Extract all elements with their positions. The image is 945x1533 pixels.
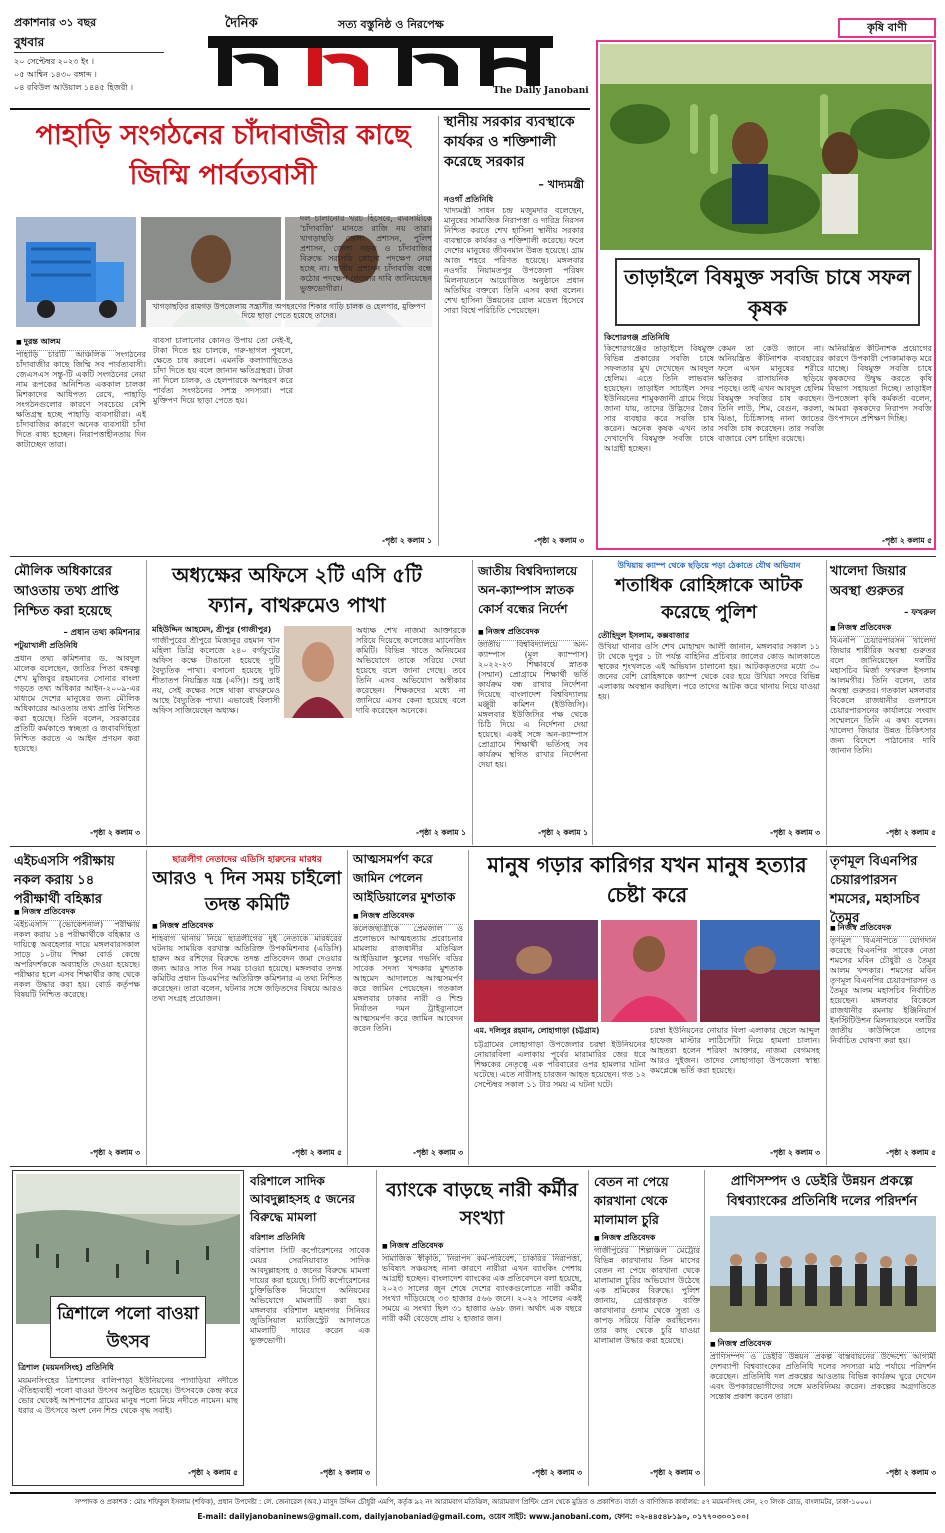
livestock-continued[interactable]: -পৃষ্ঠা ২ কলাম ৩ <box>885 1468 936 1477</box>
haroon-kicker: ছাত্রলীগ নেতাদের এডিসি হারুনের মারধর <box>172 855 322 865</box>
bank-byline: ■ নিজস্ব প্রতিবেদক <box>382 1240 582 1255</box>
killer-continued[interactable]: -পৃষ্ঠা ২ কলাম ৩ <box>769 1148 820 1157</box>
rights-headline[interactable]: মৌলিক অধিকারের আওতায় তথ্য প্রাপ্তি নিশ্চিত করা হয়েছে <box>14 564 119 619</box>
tmc-continued[interactable]: -পৃষ্ঠা ২ কলাম ৫ <box>885 1148 936 1157</box>
agri-byline: কিশোরগঞ্জ প্রতিনিধি <box>604 333 670 342</box>
hsc-byline: ■ নিজস্ব প্রতিবেদক <box>14 906 140 921</box>
khaleda-continued[interactable]: -পৃষ্ঠা ২ কলাম ৫ <box>885 828 936 837</box>
khaleda-body: বিএনপি চেয়ারপারসন খালেদা জিয়ার শারীরিক অবস্থা গুরুতর বলে জানিয়েছেন দলটির মহাসচিব মির্জা ফখরুল ইসলাম আলমগীর। তিনি বলেন, তার অবস্থা গুরুতর। গতকাল মঙ্গলবার বিকেলে রাজধানীর গুলশানে চেয়ারপারসনের কার্যালয়ে সংবাদ সম্মেলনে তিনি এ কথা বলেন। খালেদা জিয়ার উন্নত চিকিৎসার জন্য বিদেশে পাঠানোর দাবি জানান তিনি। <box>830 636 936 755</box>
year-label: প্রকাশনার ৩১ বছর <box>14 16 97 29</box>
local-gov-attribution: – খাদ্যমন্ত্রী <box>538 178 584 191</box>
newspaper-logo[interactable] <box>208 26 553 92</box>
trishal-headline[interactable]: ত্রিশালে পলো বাওয়া উৎসব <box>50 1296 206 1358</box>
haroon-headline[interactable]: আরও ৭ দিন সময় চাইলো তদন্ত কমিটি <box>152 868 342 915</box>
khaleda-byline: ■ নিজস্ব প্রতিবেদক <box>830 622 936 637</box>
rohingya-headline[interactable]: শতাধিক রোহিঙ্গাকে আটক করেছে পুলিশ <box>615 575 803 623</box>
lead-continued[interactable]: -পৃষ্ঠা ২ কলাম ১ <box>381 536 432 545</box>
lead-photo-caption: খাগড়াছড়ির রামগড় উপজেলায় সন্ত্রাসীর অপহরণের শিকার গাড়ি চালক ও হেলপার, মুক্তিপণ দিয়ে ছাড়া পেতে হয়েছে তাদের। <box>146 300 432 330</box>
bank-headline[interactable]: ব্যাংকে বাড়ছে নারী কর্মীর সংখ্যা <box>386 1179 578 1229</box>
agri-body-col-2: কেমন তা কেউ জানে না। অনিয়ন্ত্রিত কীটনাশক ব্যবহারের ফলে এখন মানুষের শরীরে ক্ষতিকর রাসায়নিক ছড়িয়ে পড়ছে। তাই এখন আবদুল হেলিম বিষমুক্ত সবজির চাষ করছেন। তিনি লাউ, শিম, বেগুন, করলা, ঝিঙা, চিচিঙ্গাসহ নানা জাতের সবজি চাষ করেছেন। তার সবজি বাজারে বেশ চাহিদা রয়েছে। <box>718 344 824 443</box>
hsc-headline[interactable]: এইচএসসি পরীক্ষায় নকল করায় ১৪ পরীক্ষার্থী বহিষ্কার <box>14 854 115 907</box>
university-headline[interactable]: জাতীয় বিশ্ববিদ্যালয়ে অন-ক্যাম্পাস স্নাতক কোর্স বন্ধের নির্দেশ <box>478 564 578 616</box>
livestock-photo-delegation <box>710 1216 936 1332</box>
section-tag: কৃষি বাণী <box>838 18 936 38</box>
surrender-body: কলেজছাত্রীকে প্রেমজাল ও প্রলোভনে আত্মহত্যায় প্ররোচনার মামলায় রাজধানীর মতিঝিল আইডিয়াল স্কুলের গভর্নিং বডির সাবেক সদস্য খন্দকার মুশতাক আহমেদ আদালতে আত্মসমর্পণ করে জামিন পেয়েছেন। গতকাল মঙ্গলবার ঢাকার নারী ও শিশু নির্যাতন দমন ট্রাইব্যুনালে আত্মসমর্পণ করে জামিন আবেদন করেন তিনি। <box>353 924 463 1033</box>
local-gov-headline[interactable]: স্থানীয় সরকার ব্যবস্থাকে কার্যকর ও শক্তিশালী করেছে সরকার <box>444 114 575 170</box>
killer-headline[interactable]: মানুষ গড়ার কারিগর যখন মানুষ হত্যার চেষ্টা করে <box>487 853 807 907</box>
tmc-byline: ■ নিজস্ব প্রতিবেদক <box>830 922 936 937</box>
lead-body-col-1: পাহাড়ি চারটি আঞ্চলিক সংগঠনের চাঁদাবাজীর কাছে জিম্মি সব পার্বত্যবাসী। জেএসএস সন্তু-টি একটি সংগঠনের নেয়া নাম রূপকের অনিশ্চিত এককাল চালকা মিশকাদের আধিপত্য রেখে, পাহাড়ি সংগঠনগুলোর কারণে সবচেয়ে বেশি ক্ষতিগ্রস্থ হচ্ছে পাহাড়ি ব্যবসায়ীরা। এই চাঁদাবাজির কারণে অনেক ব্যবসায়ী চাঁদা দিতে বাধ্য হচ্ছেন। নিরাপত্তাহীনতায় দিন কাটাচ্ছেন তারা। <box>16 350 146 449</box>
trishal-body: ময়মনসিংহের ত্রিশালের বালিপাড়া ইউনিয়নের পাগাড়িয়া নদীতে ঐতিহ্যবাহী পলো বাওয়া উৎসব অনুষ্ঠিত হয়েছে। উৎসবকে কেন্দ্র করে ভোর থেকেই আশপাশের গ্রামের মানুষ পলো নিয়ে নদীতে নামেন। মাছ ধরার এ উৎসবে অংশ নেন শিশু থেকে বৃদ্ধ সবাই। <box>18 1376 238 1415</box>
english-name: The Daily Janobani <box>493 86 589 96</box>
surrender-byline: ■ নিজস্ব প্রতিবেদক <box>353 910 463 925</box>
rohingya-byline: তৌহিদুল ইসলাম, কক্সবাজার <box>598 631 690 640</box>
salary-byline: ■ নিজস্ব প্রতিবেদক <box>594 1232 700 1247</box>
weekday: বুধবার <box>14 35 45 49</box>
haroon-continued[interactable]: -পৃষ্ঠা ২ কলাম ৫ <box>291 1148 342 1157</box>
local-gov-continued[interactable]: -পৃষ্ঠা ২ কলাম ৩ <box>533 536 584 545</box>
date-english: ২০ সেপ্টেম্বর ২০২৩ ইং । <box>14 57 94 66</box>
rights-continued[interactable]: -পৃষ্ঠা ২ কলাম ৩ <box>89 828 140 837</box>
principal-body-col-2: অধ্যক্ষ শেখ নাজমা আক্তারকে সরিয়ে দিয়েছে কলেজের ম্যানেজিং কমিটি। বিভিন্ন খাতে অনিয়মের অভিযোগে তাকে সরিয়ে দেয়া হয়েছে বলে জানা গেছে। তবে তিনি এসব অভিযোগ অস্বীকার করেছেন। শিক্ষকদের মধ্যে না জানিয়ে এসব কেনা হয়েছে বলে দাবি করেছেন অনেকে। <box>356 626 466 715</box>
footer-contact: E-mail: dailyjanobaninews@gmail.com, dailyjanobaniad@gmail.com, ওয়েব সাইট: www.janobani.com, ফোন: ০২-৪৪৫৪৮১৯০, ০১৭৭০৩০০১০০। <box>197 1512 749 1521</box>
agri-body-col-1: কিশোরগঞ্জের তাড়াইলে বিষমুক্ত বিভিন্ন প্রকারের সবজি চাষে সফলতার মুখ দেখেছেন আবদুল হেলিম। এতে তিনি লাভবান হয়েছেন। তাড়াইল সাচাইল সদর ইউনিয়নের শামুকজানী গ্রামে গিয়ে জানা যায়, তাদের উদ্ভিদের জৈব সার ব্যবহার করে সবজি চাষ করেন। অনেক কৃষক এখন তার দেখাদেখি বিষমুক্ত সবজি চাষে আগ্রহী হচ্ছেন। <box>604 344 714 453</box>
rohingya-body: উখিয়া থানার ওসি শেখ মোহাম্মদ আলী জানান, মঙ্গলবার সকাল ১১ টা থেকে দুপুর ১ টা পর্যন্ত বাহিনির প্রচিবার জালের কোড আলকাতে স্থাকের শৃংখলতে এই অভিযান চালানো হয়। আটককৃতদের মধ্যে ৩০ জনের বেশি রোহিঙ্গাকে ক্যাম্প থেকে বের হয়ে উখিয়া সদরে বিভিন্ন এলাকায় অবস্থান করছিল। পরে তাদের আটক করে থানায় নিয়ে যাওয়া হয়। <box>598 642 820 701</box>
tmc-body: তৃণমূল বিএনপিতে যোগদান করেছে বিএনপির সাবেক নেতা শমসের মবিন চৌধুরী ও তৈমূর আলম খন্দকার। শমসের মবিন তৃণমূল বিএনপির চেয়ারপারসন ও তৈমূর আলম মহাসচিব নির্বাচিত হয়েছেন। মঙ্গলবার বিকেলে রাজধানীর রমনায় ইঞ্জিনিয়ার্স ইনস্টিটিউশন মিলনায়তনে দলটির জাতীয় কাউন্সিলে তাদের নির্বাচিত ঘোষণা করা হয়। <box>830 936 936 1045</box>
hsc-body: এইচএসসি (ভোকেশনাল) পরীক্ষায় নকল করায় ১৪ পরীক্ষার্থীকে বহিষ্কার ও দায়িত্বে অবহেলার দায়ে মঙ্গলবারসকাল সাড়ে ১০টায় শিক্ষা বোর্ড কেন্দ্রে অপরিদর্শককে অব্যাহতি দেওয়া হয়েছে। পরীক্ষার হলে এসব শিক্ষার্থীর কাছ থেকে নকল উদ্ধার করা হয়। বোর্ড কর্তৃপক্ষ বিষয়টি নিশ্চিত করেছে। <box>14 920 140 999</box>
principal-continued[interactable]: -পৃষ্ঠা ২ কলাম ১ <box>415 828 466 837</box>
killer-photo-3 <box>700 920 820 1022</box>
principal-body-col-1: গাজীপুরের শ্রীপুরে মিজানুর রহমান খান মহিলা ডিগ্রি কলেজে ২৪০ বর্গফুটের অফিস কক্ষে টাঙানো হয়েছে দুটি বৈদ্যুতিক পাখা। বসানো হয়েছে দুটি শীতাতপ নিয়ন্ত্রিত যন্ত্র (এসি)। শুধু তাই নয়, সেই কক্ষের সঙ্গে থাকা বাথরুমেও আছে বৈদ্যুতিক পাখা। এভাবেই বিলাসী অফিস সাজিয়েছেন অধ্যক্ষ। <box>152 636 280 715</box>
lead-headline[interactable]: পাহাড়ি সংগঠনের চাঁদাবাজীর কাছে জিম্মি পার্বত্যবাসী <box>35 120 411 191</box>
rights-attribution: – প্রধান তথ্য কমিশনার <box>63 628 140 638</box>
agri-continued[interactable]: -পৃষ্ঠা ২ কলাম ৫ <box>881 536 932 545</box>
daily-label: দৈনিক <box>225 16 258 31</box>
barishal-headline[interactable]: বরিশালে সাদিক আবদুল্লাহসহ ৫ জনের বিরুদ্ধে মামলা <box>250 1174 355 1224</box>
killer-photo-caption: এম. দলিলুর রহমান, লোহাগাড়া (চট্টগ্রাম) <box>474 1026 600 1035</box>
barishal-body: বরিশাল সিটি কর্পোরেশনের সাবেক মেয়র সেরনিয়াবাত সাদিক আবদুল্লাহসহ ৫ জনের বিরুদ্ধে মামলা দায়ের করা হয়েছে। সিটি কর্পোরেশনের চুক্তিভিত্তিক নিয়োগে অনিয়মের অভিযোগে মামলাটি করা হয়। মঙ্গলবার বরিশাল মহানগর সিনিয়র জুডিসিয়াল ম্যাজিস্ট্রেট আদালতে মামলাটি দায়ের করেন এক ভুক্তভোগী। <box>250 1246 370 1345</box>
date-hijri: ০৪ রবিউল আউয়াল ১৪৪৫ হিজরী । <box>14 83 133 92</box>
salary-continued[interactable]: -পৃষ্ঠা ২ কলাম ৩ <box>649 1468 700 1477</box>
killer-body-col-1: চট্টগ্রামের লোহাগাড়া উপজেলার চরম্বা ইউনিয়নের নোয়ারবিলা এলাকায় পূর্বের মারামারির জের ধরে শিক্ষকের নেতৃত্বে এক পরিবারের ওপর হামলার ঘটনা ঘটেছে। এতে নারীসহ চারজন আহত হয়েছেন। গত ১২ সেপ্টেম্বর সকাল ১১ টার সময় এ ঘটনা ঘটে। <box>474 1040 646 1089</box>
khaleda-headline[interactable]: খালেদা জিয়ার অবস্থা গুরুতর <box>830 564 907 599</box>
principal-byline: মহিউদ্দিন আহমেদ, শ্রীপুর (গাজীপুর) <box>152 625 272 634</box>
lead-body-col-2: ব্যবসা চালানোর কোনও উপায় তো নেই-ই, টাকা দিতে হয় চালকে, গরু-ছাগল পুষলে, ক্ষেতে চাষ করলে। এমনকি কলাগাছিতেও চাঁদা দিতে হয় বলে জানান ক্ষতিগ্রস্থরা। টাকা না দিলে চালক, ও হেলপারকে অপহরণ করে পার্বত্য সংগঠনের সশস্ত্র সদস্যরা। পরে মুক্তিপণ দিয়ে ছাড়া পেতে হয়। <box>153 336 293 405</box>
khaleda-attribution: – ফখরুল <box>904 608 936 618</box>
agri-photo-farmers <box>600 44 932 250</box>
livestock-byline: ■ নিজস্ব প্রতিবেদক <box>710 1338 936 1353</box>
lead-byline: ■ দুরন্ত আলম <box>16 336 116 351</box>
agri-headline[interactable]: তাড়াইলে বিষমুক্ত সবজি চাষে সফল কৃষক <box>615 258 920 326</box>
killer-photo-1 <box>474 920 598 1022</box>
university-continued[interactable]: -পৃষ্ঠা ২ কলাম ১ <box>537 828 588 837</box>
university-byline: ■ নিজস্ব প্রতিবেদক <box>478 626 588 641</box>
principal-headline[interactable]: অধ্যক্ষের অফিসে ২টি এসি ৫টি ফ্যান, বাথরুমেও পাখা <box>172 563 422 617</box>
local-gov-byline: নওগাঁ প্রতিনিধি <box>444 195 494 204</box>
lead-photo-truck <box>16 217 136 327</box>
rohingya-continued[interactable]: -পৃষ্ঠা ২ কলাম ৩ <box>769 828 820 837</box>
livestock-headline[interactable]: প্রাণিসম্পদ ও ডেইরি উন্নয়ন প্রকল্পে বিশ্বব্যাংকের প্রতিনিধি দলের পরিদর্শন <box>726 1174 918 1209</box>
haroon-body: শাহবাগ থানায় নিয়ে ছাত্রলীগের দুই নেতাকে মারধরের ঘটনায় সাময়িক বরখাস্ত অতিরিক্ত উপকমিশনার (এডিসি) হারুন অর রশিদের বিরুদ্ধে তদন্ত প্রতিবেদন জমা দেওয়ার জন্য আরও সাত দিন সময় চাওয়া হয়েছে। মঙ্গলবার তদন্ত কমিটির প্রধান ডিএমপির অতিরিক্ত কমিশনার এ তথ্য নিশ্চিত করেছেন। তারা বলেন, ঘটনার সঙ্গে জড়িতদের বিষয়ে আরও তথ্য সংগ্রহ প্রয়োজন। <box>152 934 342 1003</box>
salary-headline[interactable]: বেতন না পেয়ে কারখানা থেকে মালামাল চুরি <box>594 1174 669 1227</box>
hsc-continued[interactable]: -পৃষ্ঠা ২ কলাম ৩ <box>89 1148 140 1157</box>
trishal-continued[interactable]: -পৃষ্ঠা ২ কলাম ৫ <box>187 1468 238 1477</box>
barishal-byline: বরিশাল প্রতিনিধি <box>250 1233 306 1242</box>
rohingya-kicker: উখিয়ায় ক্যাম্প থেকে ছড়িয়ে পড়া ঠেকাতে যৌথ অভিযান <box>617 561 801 570</box>
lead-body-col-3: দল চালানোর খরচ হিসেবে, ব্যবসায়ীকে 'চাঁদাবাজি' মানতে রাজি নয় তারা। খাগড়াছড়ি জেলা প্রশাসন, পুলিশ প্রশাসন, জেলা সড়ক ও চাঁদাবাজির বিরুদ্ধে সরাসরি কোনো পদক্ষেপ নেয়া হচ্ছে না। স্থানীয় প্রশাসন চাঁদাবাজি বন্ধে কঠোর পদক্ষেপ নেওয়ার দাবি জানিয়েছেন ভুক্তভোগীরা। <box>300 214 432 293</box>
agri-body-col-3: অনিয়ন্ত্রিত কীটনাশক প্রয়োগের কারণে উপকারী পোকামাকড় মরে যাচ্ছে। বিষমুক্ত সবজি চাষে কৃষকদের উদ্বুদ্ধ করতে কৃষি বিভাগ সহায়তা দিচ্ছে। তাড়াইল উপজেলা কৃষি কর্মকর্তা বলেন, আমরা কৃষকদের নিরাপদ সবজি উৎপাদনে প্রশিক্ষণ দিচ্ছি। <box>828 344 932 423</box>
bank-continued[interactable]: -পৃষ্ঠা ২ কলাম ৩ <box>531 1468 582 1477</box>
livestock-body: প্রাণিসম্পদ ও ডেইরি উন্নয়ন প্রকল্প বাস্তবায়নের উদ্দেশ্যে আগামী দেশব্যাপী বিশ্বব্যাংকের প্রতিনিধি দলের সদস্যরা মাঠ পর্যায়ে পরিদর্শন করেছেন। প্রতিনিধি দল প্রকল্পের আওতায় বিভিন্ন কার্যক্রম ঘুরে দেখেন এবং উপকারভোগীদের সঙ্গে মতবিনিময় করেন। প্রকল্পের অগ্রগতিতে সন্তোষ প্রকাশ করেন তারা। <box>710 1352 936 1401</box>
killer-body-col-2: চরম্বা ইউনিয়নের নোয়ার বিলা এলাকার ছেলে আব্দুল হাফেজ মাস্টার লাঠিসোঁটা নিয়ে হামলা চালান। আহতরা হলেন শরিফা আক্তার, নাজমা বেগমসহ আরও দুইজন। তাদের লোহাগাড়া উপজেলা স্বাস্থ্য কমপ্লেক্সে ভর্তি করা হয়েছে। <box>650 1026 820 1075</box>
rights-byline: পটুয়াখালী প্রতিনিধি <box>14 641 78 650</box>
killer-photo-2 <box>601 920 697 1022</box>
tmc-headline[interactable]: তৃণমূল বিএনপির চেয়ারপারসন শমসের, মহাসচিব তৈমূর <box>830 854 920 926</box>
tagline: সত্য বস্তুনিষ্ঠ ও নিরপেক্ষ <box>338 18 444 31</box>
salary-body: গাজীপুরের শিল্পাঞ্চল মেট্রোর বিভিন্ন কারখানায় তিন মাসের বেতন না পেয়ে কারখানা থেকে মালামাল চুরির অভিযোগ উঠেছে এক শ্রমিকের বিরুদ্ধে। পুলিশ জানায়, গ্রেপ্তারকৃত ব্যক্তি কারখানার গুদাম থেকে সুতা ও কাপড় সরিয়ে বিক্রি করছিলেন। তার কাছ থেকে চুরি যাওয়া মালামাল উদ্ধার করা হয়েছে। <box>594 1246 700 1345</box>
bank-body: সামাজিক স্বীকৃতি, নিরাপদ কর্ম-পরিবেশ, চাকরির নিরাপত্তা, ভবিষ্যৎ সঞ্চয়সহ নানা কারণে নারীরা এখন ব্যাংকিং পেশায় আগ্রহী হচ্ছেন। বাংলাদেশ ব্যাংকের এক প্রতিবেদনে বলা হয়েছে, ২০২৩ সালের জুন শেষে দেশের ব্যাংকগুলোতে নারী কর্মীর সংখ্যা দাঁড়িয়েছে ৩৩ হাজার ৫৬৬ জনে। ২০২২ সালের একই সময়ে এ সংখ্যা ছিল ৩১ হাজার ৬৬৮ জন। অর্থাৎ এক বছরে নারী কর্মী বেড়েছে প্রায় ২ হাজার জন। <box>382 1254 582 1323</box>
surrender-continued[interactable]: -পৃষ্ঠা ২ কলাম ৩ <box>412 1148 463 1157</box>
haroon-byline: ■ নিজস্ব প্রতিবেদক <box>152 920 342 935</box>
university-body: জাতীয় বিশ্ববিদ্যালয়ে অন-ক্যাম্পাস (মূল ক্যাম্পাস) ২০২২-২৩ শিক্ষাবর্ষে স্নাতক (সম্মান) প্রোগ্রামে শিক্ষার্থী ভর্তি কার্যক্রম বন্ধ রাখার নির্দেশনা দিয়েছে বাংলাদেশ বিশ্ববিদ্যালয় মঞ্জুরী কমিশন (ইউজিসি)। মঙ্গলবার ইউজিসির পক্ষ থেকে চিঠি দিয়ে এ নির্দেশনা দেয়া হয়েছে। একই সঙ্গে অন-ক্যাম্পাস প্রোগ্রামে শিক্ষার্থী ভর্তিসহ সব কার্যক্রম স্থগিত রাখার নির্দেশনা দেয়া হয়। <box>478 640 588 769</box>
principal-portrait <box>284 626 352 718</box>
footer-imprint: সম্পাদক ও প্রকাশক : মোঃ শফিকুল ইসলাম (শফিক), প্রধান উপদেষ্টা : লে. জেনারেল (অব.) মাসুদ উদ্দিন চৌধুরী এমপি, কর্তৃক ৯২ নং আরামবাগ মতিঝিল, আরামবাগ প্রিন্টিং প্রেস থেকে মুদ্রিত ও প্রকাশিত। বার্তা ও বাণিজ্যিক কার্যালয়: ৫৭ ময়মনসিংহ লেন, ২৩ লিংক রোড, বাংলামটর, ঢাকা-১০০০। <box>74 1498 872 1506</box>
trishal-byline: ত্রিশাল (ময়মনসিংহ) প্রতিনিধি <box>18 1363 114 1372</box>
rights-body: প্রধান তথ্য কমিশনার ড. আবদুল মালেক বলেছেন, জাতির পিতা বঙ্গবন্ধু শেখ মুজিবুর রহমানের সোনার বাংলা গড়তে তথ্য অধিকার আইন-২০০৯-এর মাধ্যমে দেশের মানুষের জন্য মৌলিক অধিকারের আওতায় তথ্য প্রাপ্তি নিশ্চিত করা হয়েছে। তিনি বলেন, সরকারের প্রতিটি কর্মকাণ্ডে স্বচ্ছতা ও জবাবদিহিতা নিশ্চিত করতে এ আইন প্রণয়ন করা হয়েছে। <box>14 654 140 753</box>
local-gov-body: খাদ্যমন্ত্রী সাধন চন্দ্র মজুমদার বলেছেন, মানুষের সামাজিক নিরাপত্তা ও দারিদ্র নিরসন নিশ্চিত করতে শেখ হাসিনা স্থানীয় সরকার ব্যবস্থাকে কার্যকর ও শক্তিশালী করেছে। ফলে দেশের মানুষের জীবনমান উন্নত হয়েছে। গ্রাম আজ শহরে পরিণত হয়েছে। মঙ্গলবার নওগাঁর নিয়ামতপুর উপজেলা পরিষদ মিলনায়তনে আয়োজিত অনুষ্ঠানে প্রধান অতিথির বক্তব্যে তিনি এসব কথা বলেন। শেখ হাসিনা উন্নয়নের রোল মডেল হিসেবে সারা বিশ্বে পরিচিতি পেয়েছেন। <box>444 206 584 315</box>
surrender-headline[interactable]: আত্মসমর্পণ করে জামিন পেলেন আইডিয়ালের মুশতাক <box>353 852 456 904</box>
date-bangla: ০৫ আশ্বিন ১৪৩০ বঙ্গাব্দ । <box>14 70 97 79</box>
barishal-continued[interactable]: -পৃষ্ঠা ২ কলাম ৩ <box>319 1468 370 1477</box>
